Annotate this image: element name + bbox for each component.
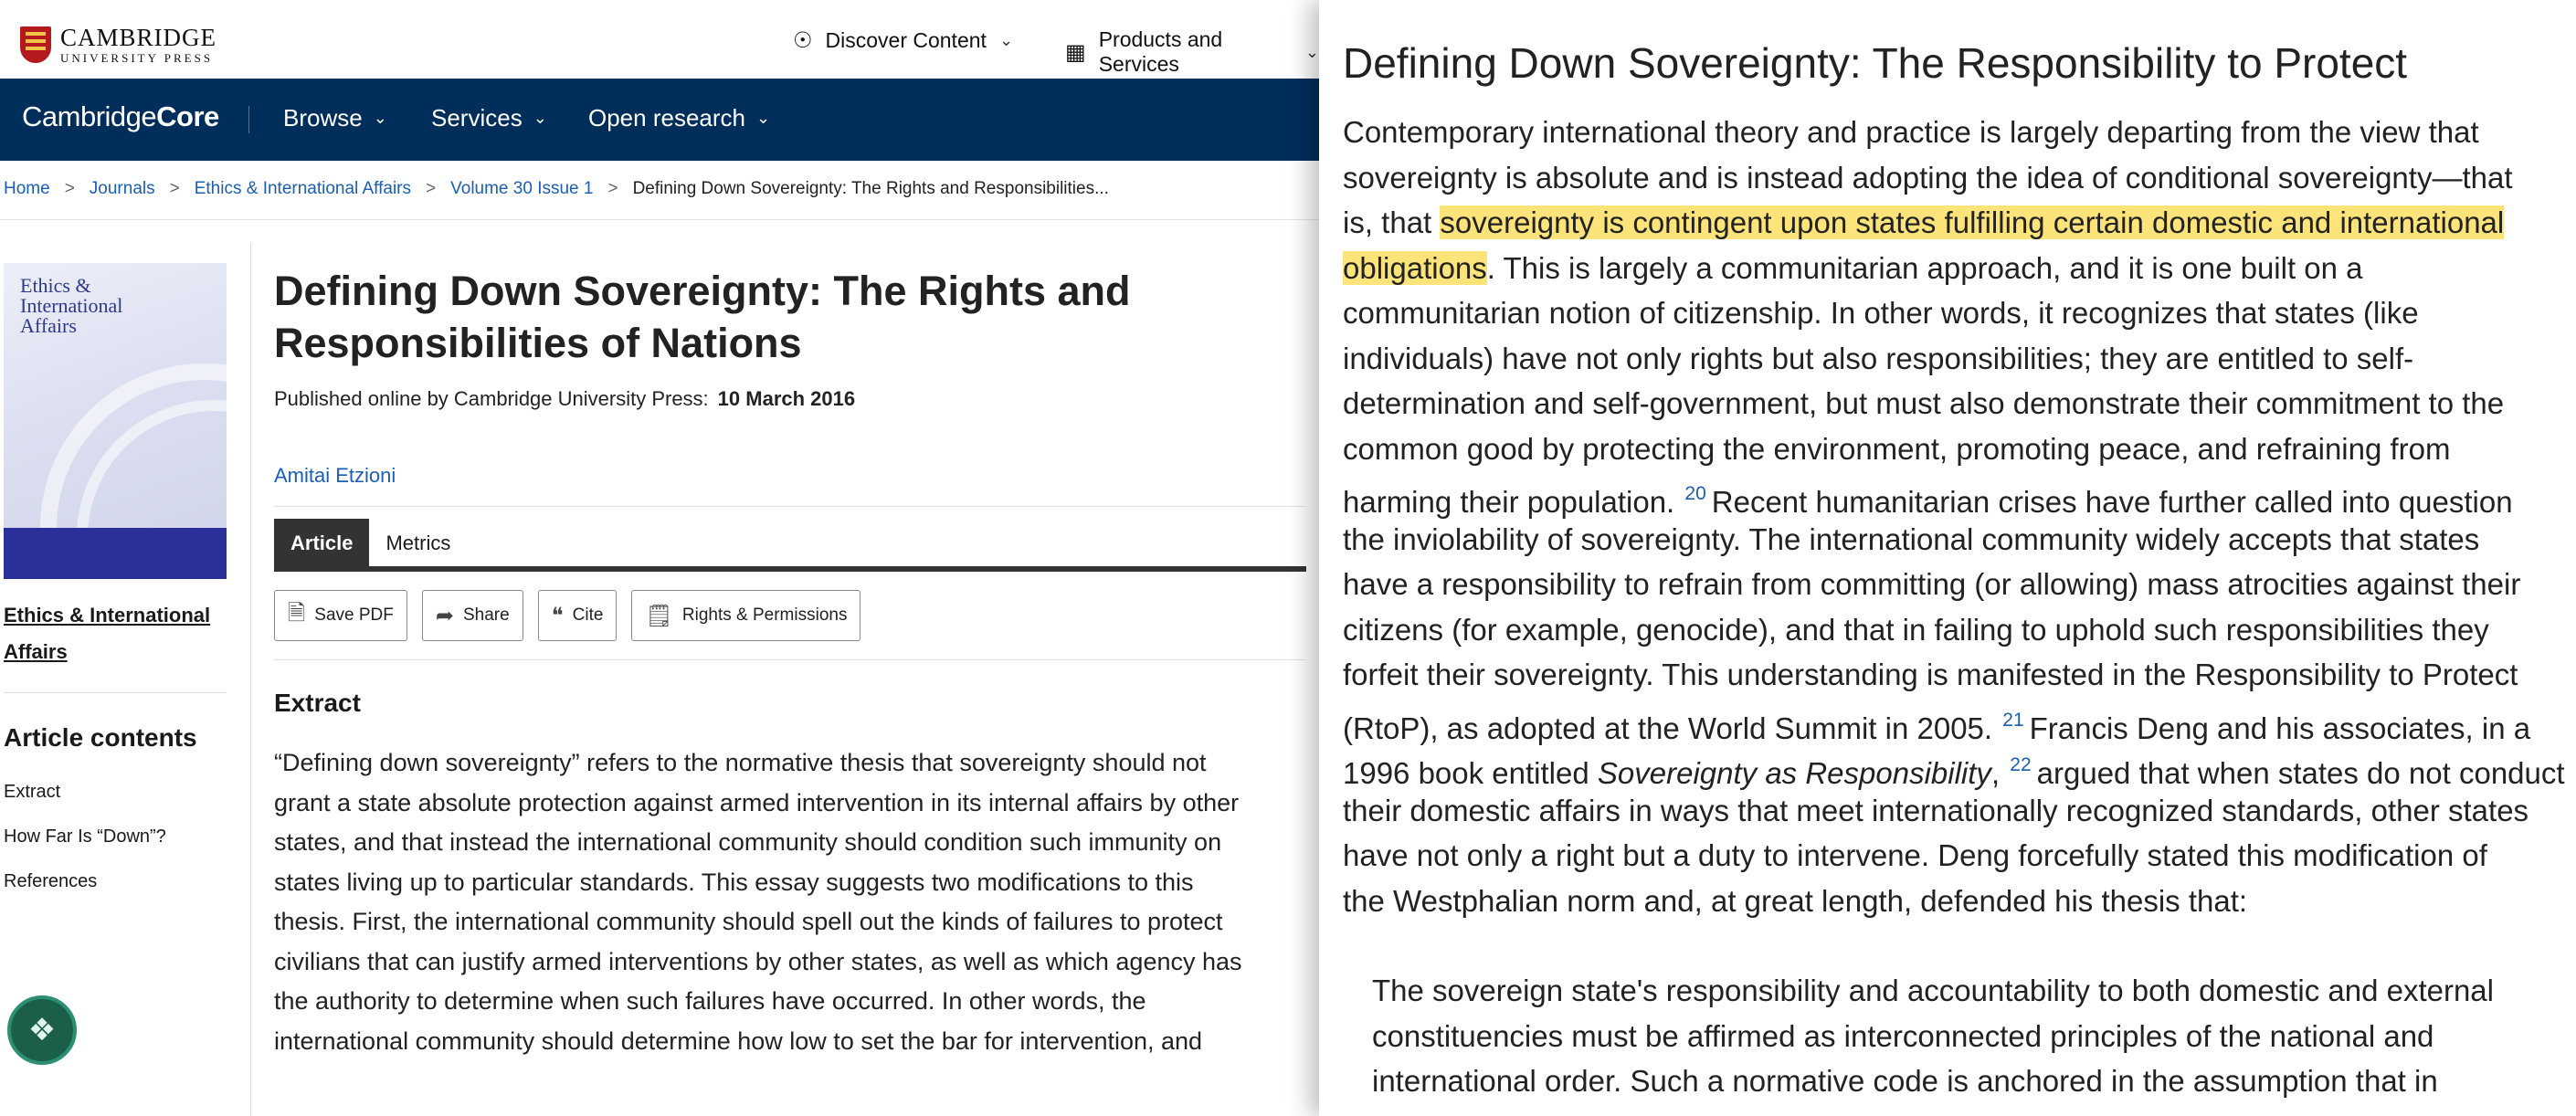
grid-icon: ▦	[1065, 39, 1086, 65]
article-title: Defining Down Sovereignty: The Rights and Responsibilities of Nations	[274, 268, 1131, 366]
pdf-icon: 🗎	[288, 600, 306, 626]
article-tabs	[274, 519, 467, 568]
chevron-down-icon: ⌄	[755, 109, 771, 127]
logo-line-1: CAMBRIDGE	[60, 24, 217, 51]
divider	[250, 243, 251, 1116]
article-toolbar	[274, 590, 860, 641]
breadcrumb-journal[interactable]: Ethics & International Affairs	[194, 179, 412, 198]
compass-icon: ☉	[793, 28, 813, 53]
divider	[274, 506, 1306, 507]
nav-open-research[interactable]: Open research ⌄	[588, 104, 771, 132]
cookie-settings-button[interactable]	[7, 995, 77, 1065]
contents-item-references[interactable]: References	[4, 871, 98, 891]
author-link[interactable]: Amitai Etzioni	[274, 464, 396, 487]
logo-line-2: UNIVERSITY PRESS	[60, 51, 214, 65]
share-icon: ➦	[435, 603, 454, 628]
journal-name-link[interactable]: Ethics & International Affairs	[4, 604, 211, 663]
divider	[4, 692, 227, 693]
products-services-menu[interactable]	[1065, 27, 1319, 77]
divider	[0, 219, 1319, 220]
tabs-underline	[274, 566, 1306, 572]
journal-cover-image[interactable]: Ethics & International Affairs	[4, 263, 227, 579]
quote-icon: ❝	[551, 603, 564, 628]
highlighted-text: obligations	[1343, 250, 1487, 285]
tab-article[interactable]: Article	[274, 519, 369, 568]
chevron-down-icon: ⌄	[533, 109, 547, 127]
panel-body-text: Contemporary international theory and practice is largely departing from the view that sovereignty is absolute and is instead adopting the idea of conditional sovereignty—that is, that sovereignty is contingent upon states fulfilling certain domestic and international obligations. This is largely a communitarian approach, and it is one built on a communitarian notion of citizenship. In other words, it recognizes that states (like individuals) have not only rights but also responsibilities; they are entitled to self- determination and self-government, but must also demonstrate their commitment to the common good by protecting the environment, promoting peace, and refraining from harming their population. $^{20}$ Recent humanitarian crises have further called into question the inviolability of sovereignty. The international community widely accepts that states have a responsibility to refrain from committing (or allowing) mass atrocities against their citizens (for example, genocide), and that in failing to uphold such responsibilities they forfeit their sovereignty. This understanding is manifested in the Responsibility to Protect (RtoP), as adopted at the World Summit in 2005. $^{21}$ Francis Deng and his associates, in a 1996 book entitled Sovereignty as Responsibility, $^{22}$ argued that when states do not conduct their domestic affairs in ways that meet internationally recognized standards, other states have not only a right but a duty to intervene. Deng forcefully stated this modification of the Westphalian norm and, at great length, defended his thesis that:	[1343, 115, 2565, 918]
discover-content-label: Discover Content	[825, 28, 987, 52]
panel-title: Defining Down Sovereignty: The Responsibility to Protect	[1343, 39, 2408, 87]
cup-shield-icon	[20, 26, 51, 63]
cup-logo[interactable]	[20, 26, 216, 64]
cambridge-core-logo[interactable]: CambridgeCore	[22, 100, 219, 132]
published-date: 10 March 2016	[717, 387, 856, 410]
contents-item-extract[interactable]: Extract	[4, 782, 61, 802]
article-contents-heading: Article contents	[4, 723, 197, 752]
extract-text: “Defining down sovereignty” refers to the normative thesis that sovereignty should not grant a state absolute protection against armed intervention in its internal affairs by other states, and that instead the international community should condition such immunity on states living up to particular standards. This essay suggests two modifications to this thesis. First, the international community should spell out the kinds of failures to protect civilians that can justify armed interventions by other states, as well as which agency has the authority to determine when such failures have occurred. In other words, the international community should determine how low to set the bar for intervention, and	[274, 749, 1242, 1055]
chevron-down-icon: ⌄	[1304, 42, 1319, 61]
breadcrumb-journals[interactable]: Journals	[89, 179, 155, 198]
breadcrumb-current: Defining Down Sovereignty: The Rights and Responsibilities...	[632, 179, 1109, 198]
chevron-down-icon: ⌄	[998, 31, 1014, 49]
highlighted-text: sovereignty is contingent upon states fulfilling certain domestic and international	[1440, 205, 2505, 239]
nav-divider	[248, 106, 249, 133]
breadcrumb-home[interactable]: Home	[4, 179, 50, 198]
cite-button[interactable]: ❝ Cite	[538, 590, 618, 641]
tab-metrics[interactable]: Metrics	[385, 532, 451, 554]
save-pdf-button[interactable]: 🗎 Save PDF	[274, 590, 407, 641]
cookie-icon: ❖	[27, 1013, 57, 1048]
contents-item-how-far[interactable]: How Far Is “Down”?	[4, 826, 166, 847]
published-info: Published online by Cambridge University Press: 10 March 2016	[274, 387, 856, 410]
extract-heading: Extract	[274, 689, 361, 717]
footnote-link-20[interactable]: 20	[1684, 483, 1706, 504]
divider	[274, 659, 1306, 660]
nav-browse[interactable]: Browse ⌄	[283, 104, 387, 132]
top-bar	[0, 0, 1319, 79]
article-contents-list	[4, 782, 166, 916]
main-nav-bar	[0, 79, 1319, 161]
breadcrumb-volume[interactable]: Volume 30 Issue 1	[450, 179, 594, 198]
footnote-link-21[interactable]: 21	[2002, 709, 2024, 731]
chevron-down-icon: ⌄	[373, 109, 387, 127]
footnote-link-22[interactable]: 22	[2010, 754, 2032, 775]
block-quote: The sovereign state's responsibility and accountability to both domestic and external constituencies must be affirmed as interconnected principles of the national and international order. Such a normative code is anchored in the assumption that in	[1372, 974, 2494, 1098]
document-check-icon: 🗒	[645, 603, 673, 628]
nav-services[interactable]: Services ⌄	[431, 104, 547, 132]
share-button[interactable]: ➦ Share	[422, 590, 523, 641]
products-services-label: Products and Services	[1098, 27, 1223, 76]
rights-permissions-button[interactable]: 🗒 Rights & Permissions	[631, 590, 860, 641]
breadcrumb: Home > Journals > Ethics & International Affairs > Volume 30 Issue 1 > Defining Down Sovereignty: The Rights and Responsibilities...	[4, 179, 1109, 198]
discover-content-menu[interactable]	[793, 27, 1013, 54]
reader-side-panel	[1319, 0, 2576, 1116]
book-title: Sovereignty as Responsibility	[1597, 756, 1991, 790]
